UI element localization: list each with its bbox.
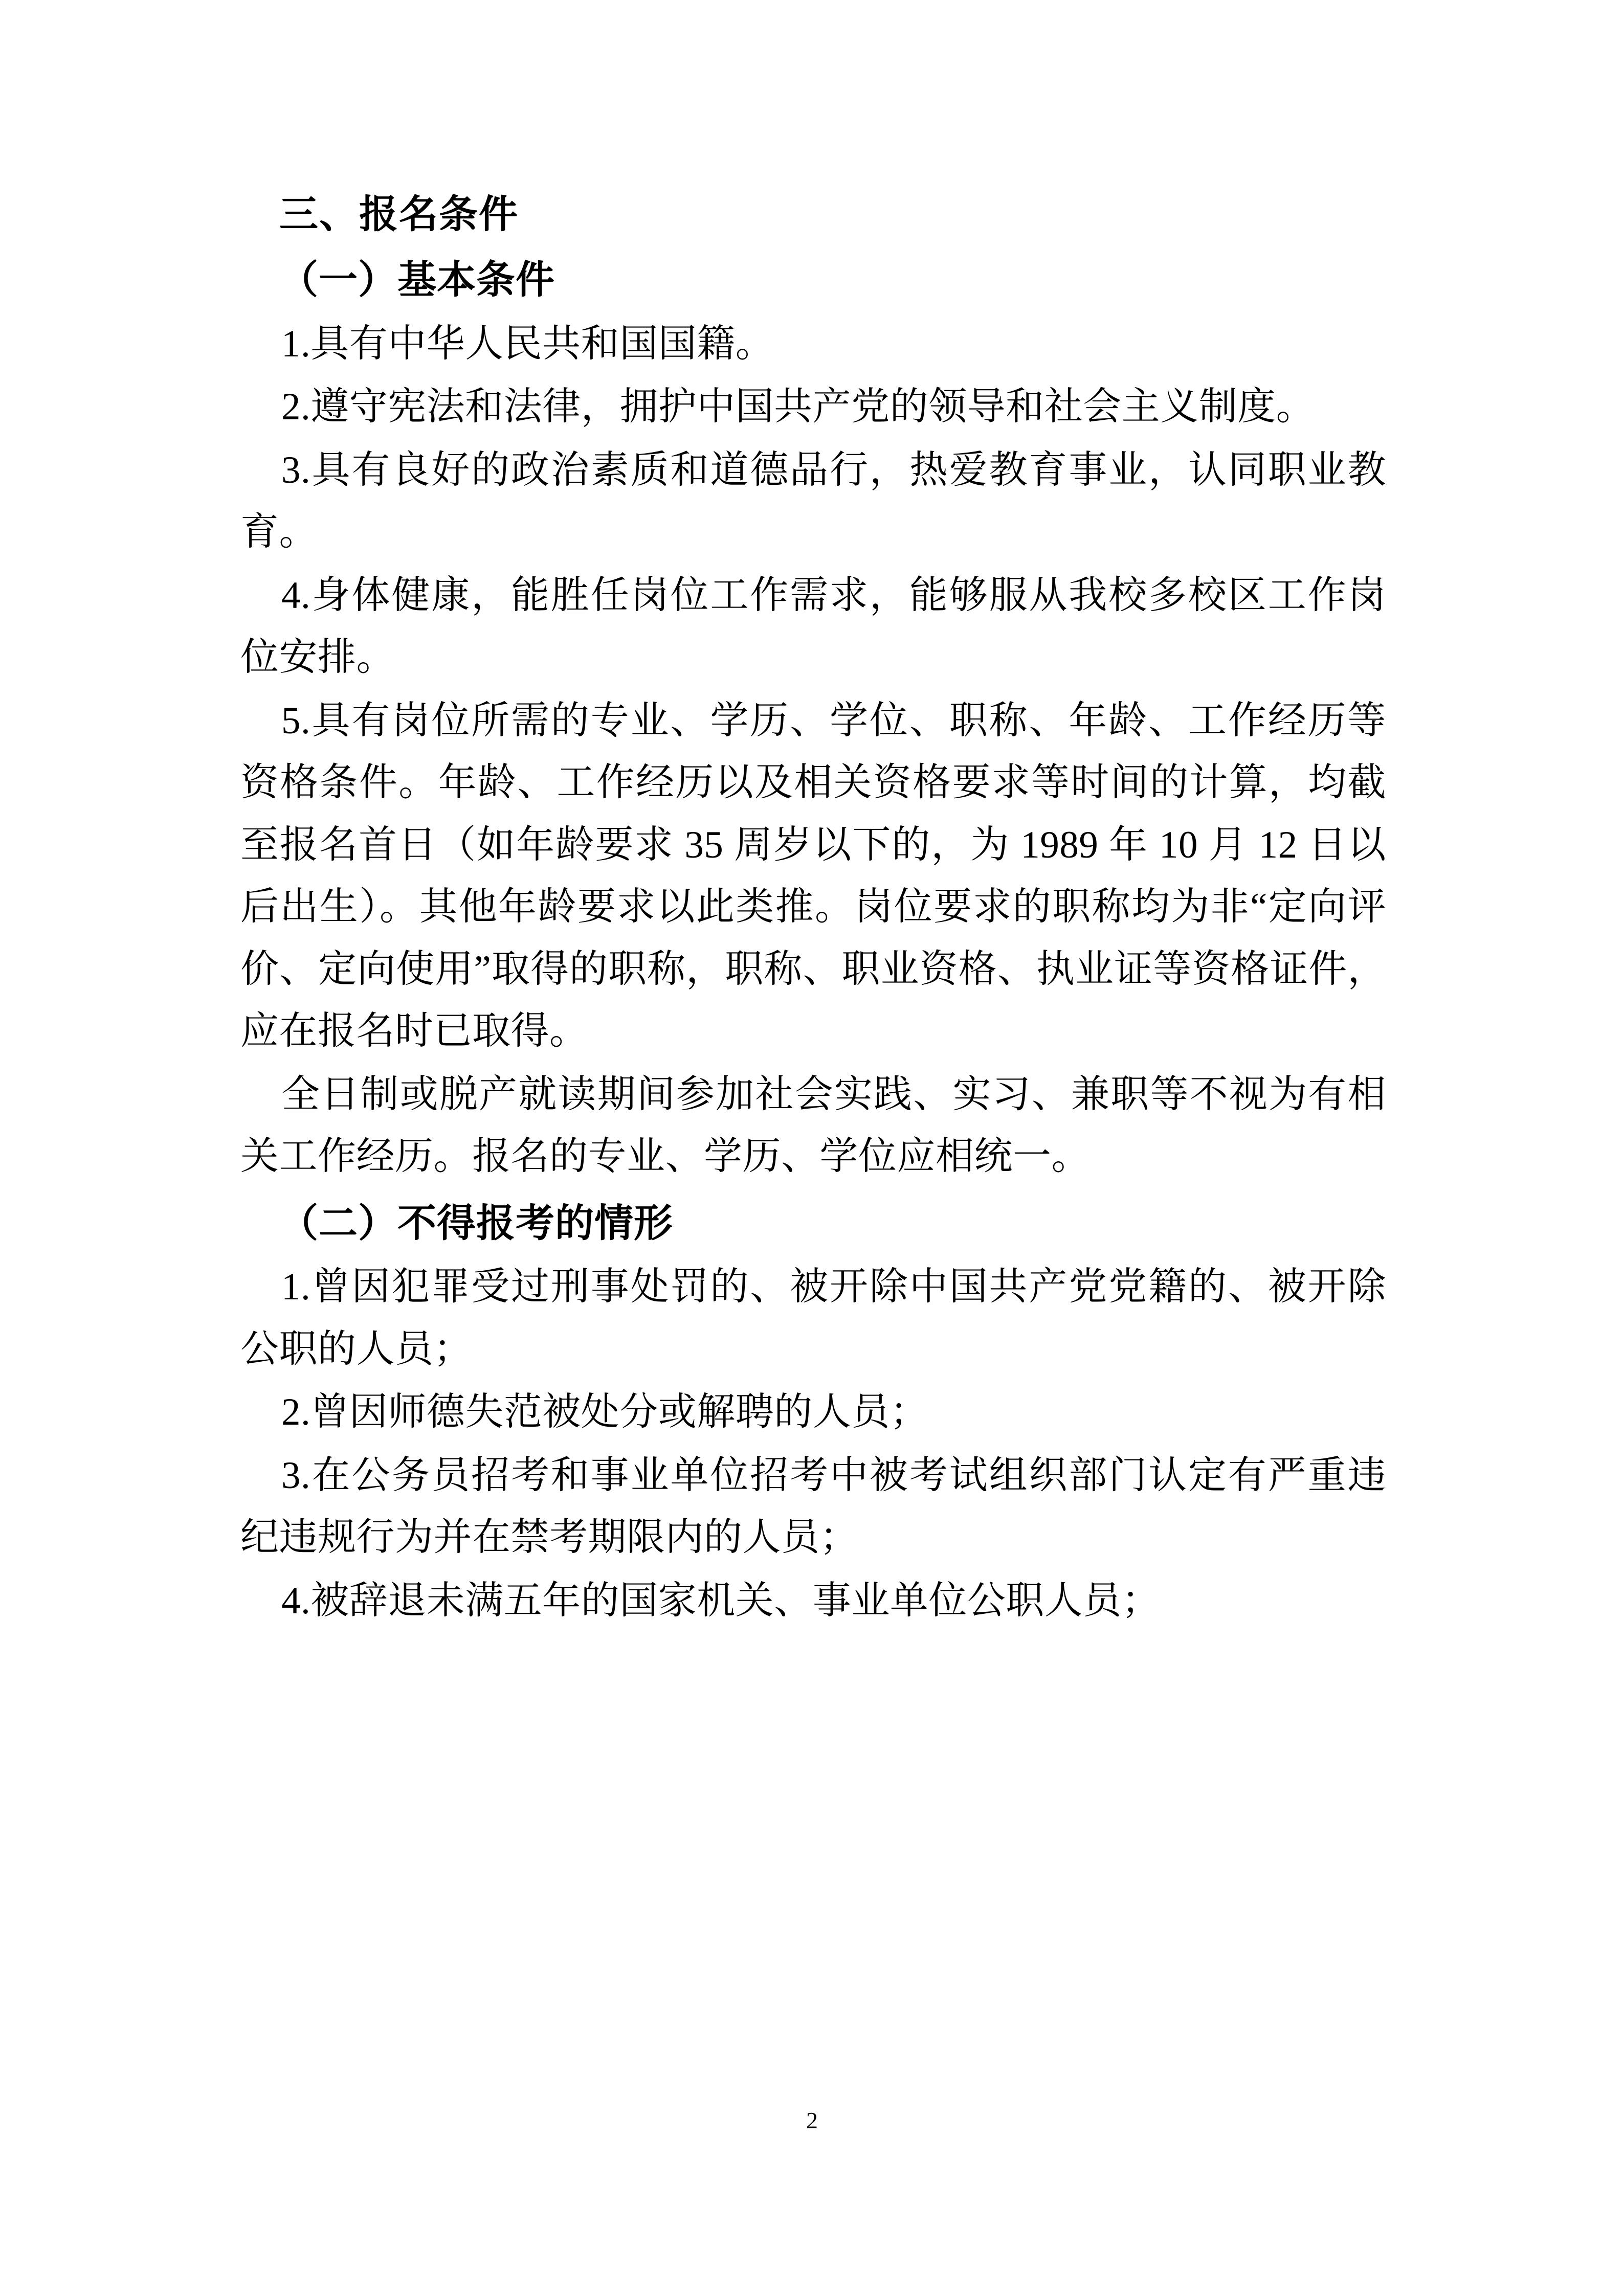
section-heading: 三、报名条件	[279, 191, 519, 237]
subsection-heading-disqualifications: （二）不得报考的情形	[279, 1200, 673, 1246]
page-content	[240, 184, 1386, 1633]
paragraph-item: 5.具有岗位所需的专业、学历、学位、职称、年龄、工作经历等资格条件。年龄、工作经历以及相关资格要求等时间的计算，均截至报名首日（如年龄要求 35 周岁以下的，为 1989 年 10 月 12 日以后出生）。其他年龄要求以此类推。岗位要求的职称均为非“定向评价、定向使用”取得的职称，职称、职业资格、执业证等资格证件，应在报名时已取得。	[240, 699, 1386, 1053]
subsection-heading-basic-conditions: （一）基本条件	[279, 256, 555, 302]
paragraph-item: 2.遵守宪法和法律，拥护中国共产党的领导和社会主义制度。	[281, 386, 1315, 429]
paragraph-item: 全日制或脱产就读期间参加社会实践、实习、兼职等不视为有相关工作经历。报名的专业、学历、学位应相统一。	[240, 1073, 1386, 1178]
paragraph-item: 2.曾因师德失范被处分或解聘的人员；	[281, 1391, 929, 1434]
paragraph-item: 4.身体健康，能胜任岗位工作需求，能够服从我校多校区工作岗位安排。	[240, 574, 1386, 679]
page-number: 2	[806, 2107, 818, 2133]
paragraph-item: 1.具有中华人民共和国国籍。	[281, 322, 774, 365]
paragraph-item: 3.具有良好的政治素质和道德品行，热爱教育事业，认同职业教育。	[240, 448, 1386, 554]
paragraph-item: 4.被辞退未满五年的国家机关、事业单位公职人员；	[281, 1579, 1161, 1622]
paragraph-item: 1.曾因犯罪受过刑事处罚的、被开除中国共产党党籍的、被开除公职的人员；	[240, 1266, 1386, 1370]
paragraph-item: 3.在公务员招考和事业单位招考中被考试组织部门认定有严重违纪违规行为并在禁考期限内的人员；	[240, 1454, 1386, 1559]
